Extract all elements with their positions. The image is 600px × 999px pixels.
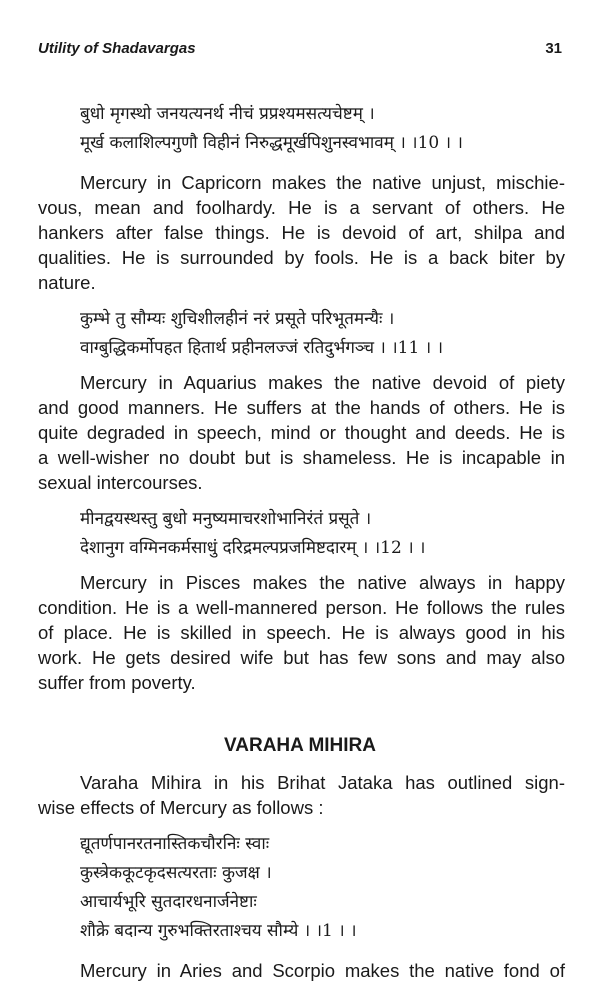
text-line: vous, mean and foolhardy. He is a servant of others. He (38, 197, 565, 218)
verse-line: कुम्भे तु सौम्यः शुचिशीलहीनं नरं प्रसूते परिभूतमन्यैः । (80, 309, 395, 329)
sanskrit-verse-12 (38, 505, 600, 563)
text-line: quite degraded in speech, mind or thought and deeds. He is (38, 422, 565, 443)
text-line: of place. He is skilled in speech. He is always good in his (38, 622, 565, 643)
text-line: Mercury in Capricorn makes the native unjust, mischie- (80, 172, 565, 193)
text-line: work. He gets desired wife but has few sons and may also (38, 647, 565, 668)
text-line: suffer from poverty. (38, 672, 196, 693)
text-line: qualities. He is surrounded by fools. He is a back biter by (38, 247, 565, 268)
verse-line: आचार्यभूरि सुतदारधनार्जनेष्टाः (80, 892, 257, 912)
text-line: a well-wisher no doubt but is shameless. He is incapable in (38, 447, 565, 468)
paragraph-capricorn (38, 170, 565, 295)
text-line: nature. (38, 272, 96, 293)
sanskrit-verse-1 (38, 830, 600, 946)
paragraph-pisces (38, 570, 565, 695)
text-line: Varaha Mihira in his Brihat Jataka has outlined sign- (80, 772, 565, 793)
verse-line: द्यूतर्णपानरतनास्तिकचौरनिः स्वाः (80, 834, 270, 854)
verse-line: वाग्बुद्धिकर्मोपहत हितार्थ प्रहीनलज्जं रतिदुर्भगञ्च । ।11 । । (80, 338, 444, 358)
running-header-title: Utility of Shadavargas (38, 40, 196, 57)
verse-line: मूर्ख कलाशिल्पगुणौ विहीनं निरुद्धमूर्खपिशुनस्वभावम् । ।10 । । (80, 133, 463, 153)
text-line: condition. He is a well-mannered person. He follows the rules (38, 597, 565, 618)
section-heading: VARAHA MIHIRA (224, 735, 376, 756)
paragraph-varaha (38, 770, 565, 820)
text-line: Mercury in Pisces makes the native always in happy (80, 572, 565, 593)
text-line: hankers after false things. He is devoid of art, shilpa and (38, 222, 565, 243)
verse-line: कुस्त्रेककूटकृदसत्यरताः कुजक्ष । (80, 863, 272, 883)
verse-line: बुधो मृगस्थो जनयत्यनर्थ नीचं प्रप्रश्यमसत्यचेष्टम् । (80, 104, 375, 124)
sanskrit-verse-10 (38, 100, 600, 158)
text-line: sexual intercourses. (38, 472, 203, 493)
verse-line: देशानुग वग्मिनकर्मसाधुं दरिद्रमल्पप्रजमिष्टदारम् । ।12 । । (80, 538, 426, 558)
verse-line: शौक्रे बदान्य गुरुभक्तिरताश्चय सौम्ये । ।1 । । (80, 921, 357, 941)
page-number: 31 (545, 40, 562, 57)
text-line: Mercury in Aries and Scorpio makes the native fond of (80, 960, 565, 981)
paragraph-aquarius (38, 370, 565, 495)
verse-line: मीनद्वयस्थस्तु बुधो मनुष्यमाचरशोभानिरंतं प्रसूते । (80, 509, 372, 529)
paragraph-aries (38, 958, 565, 983)
text-line: Mercury in Aquarius makes the native devoid of piety (80, 372, 565, 393)
text-line: wise effects of Mercury as follows : (38, 797, 324, 818)
sanskrit-verse-11 (38, 305, 600, 363)
text-line: and good manners. He suffers at the hands of others. He is (38, 397, 565, 418)
